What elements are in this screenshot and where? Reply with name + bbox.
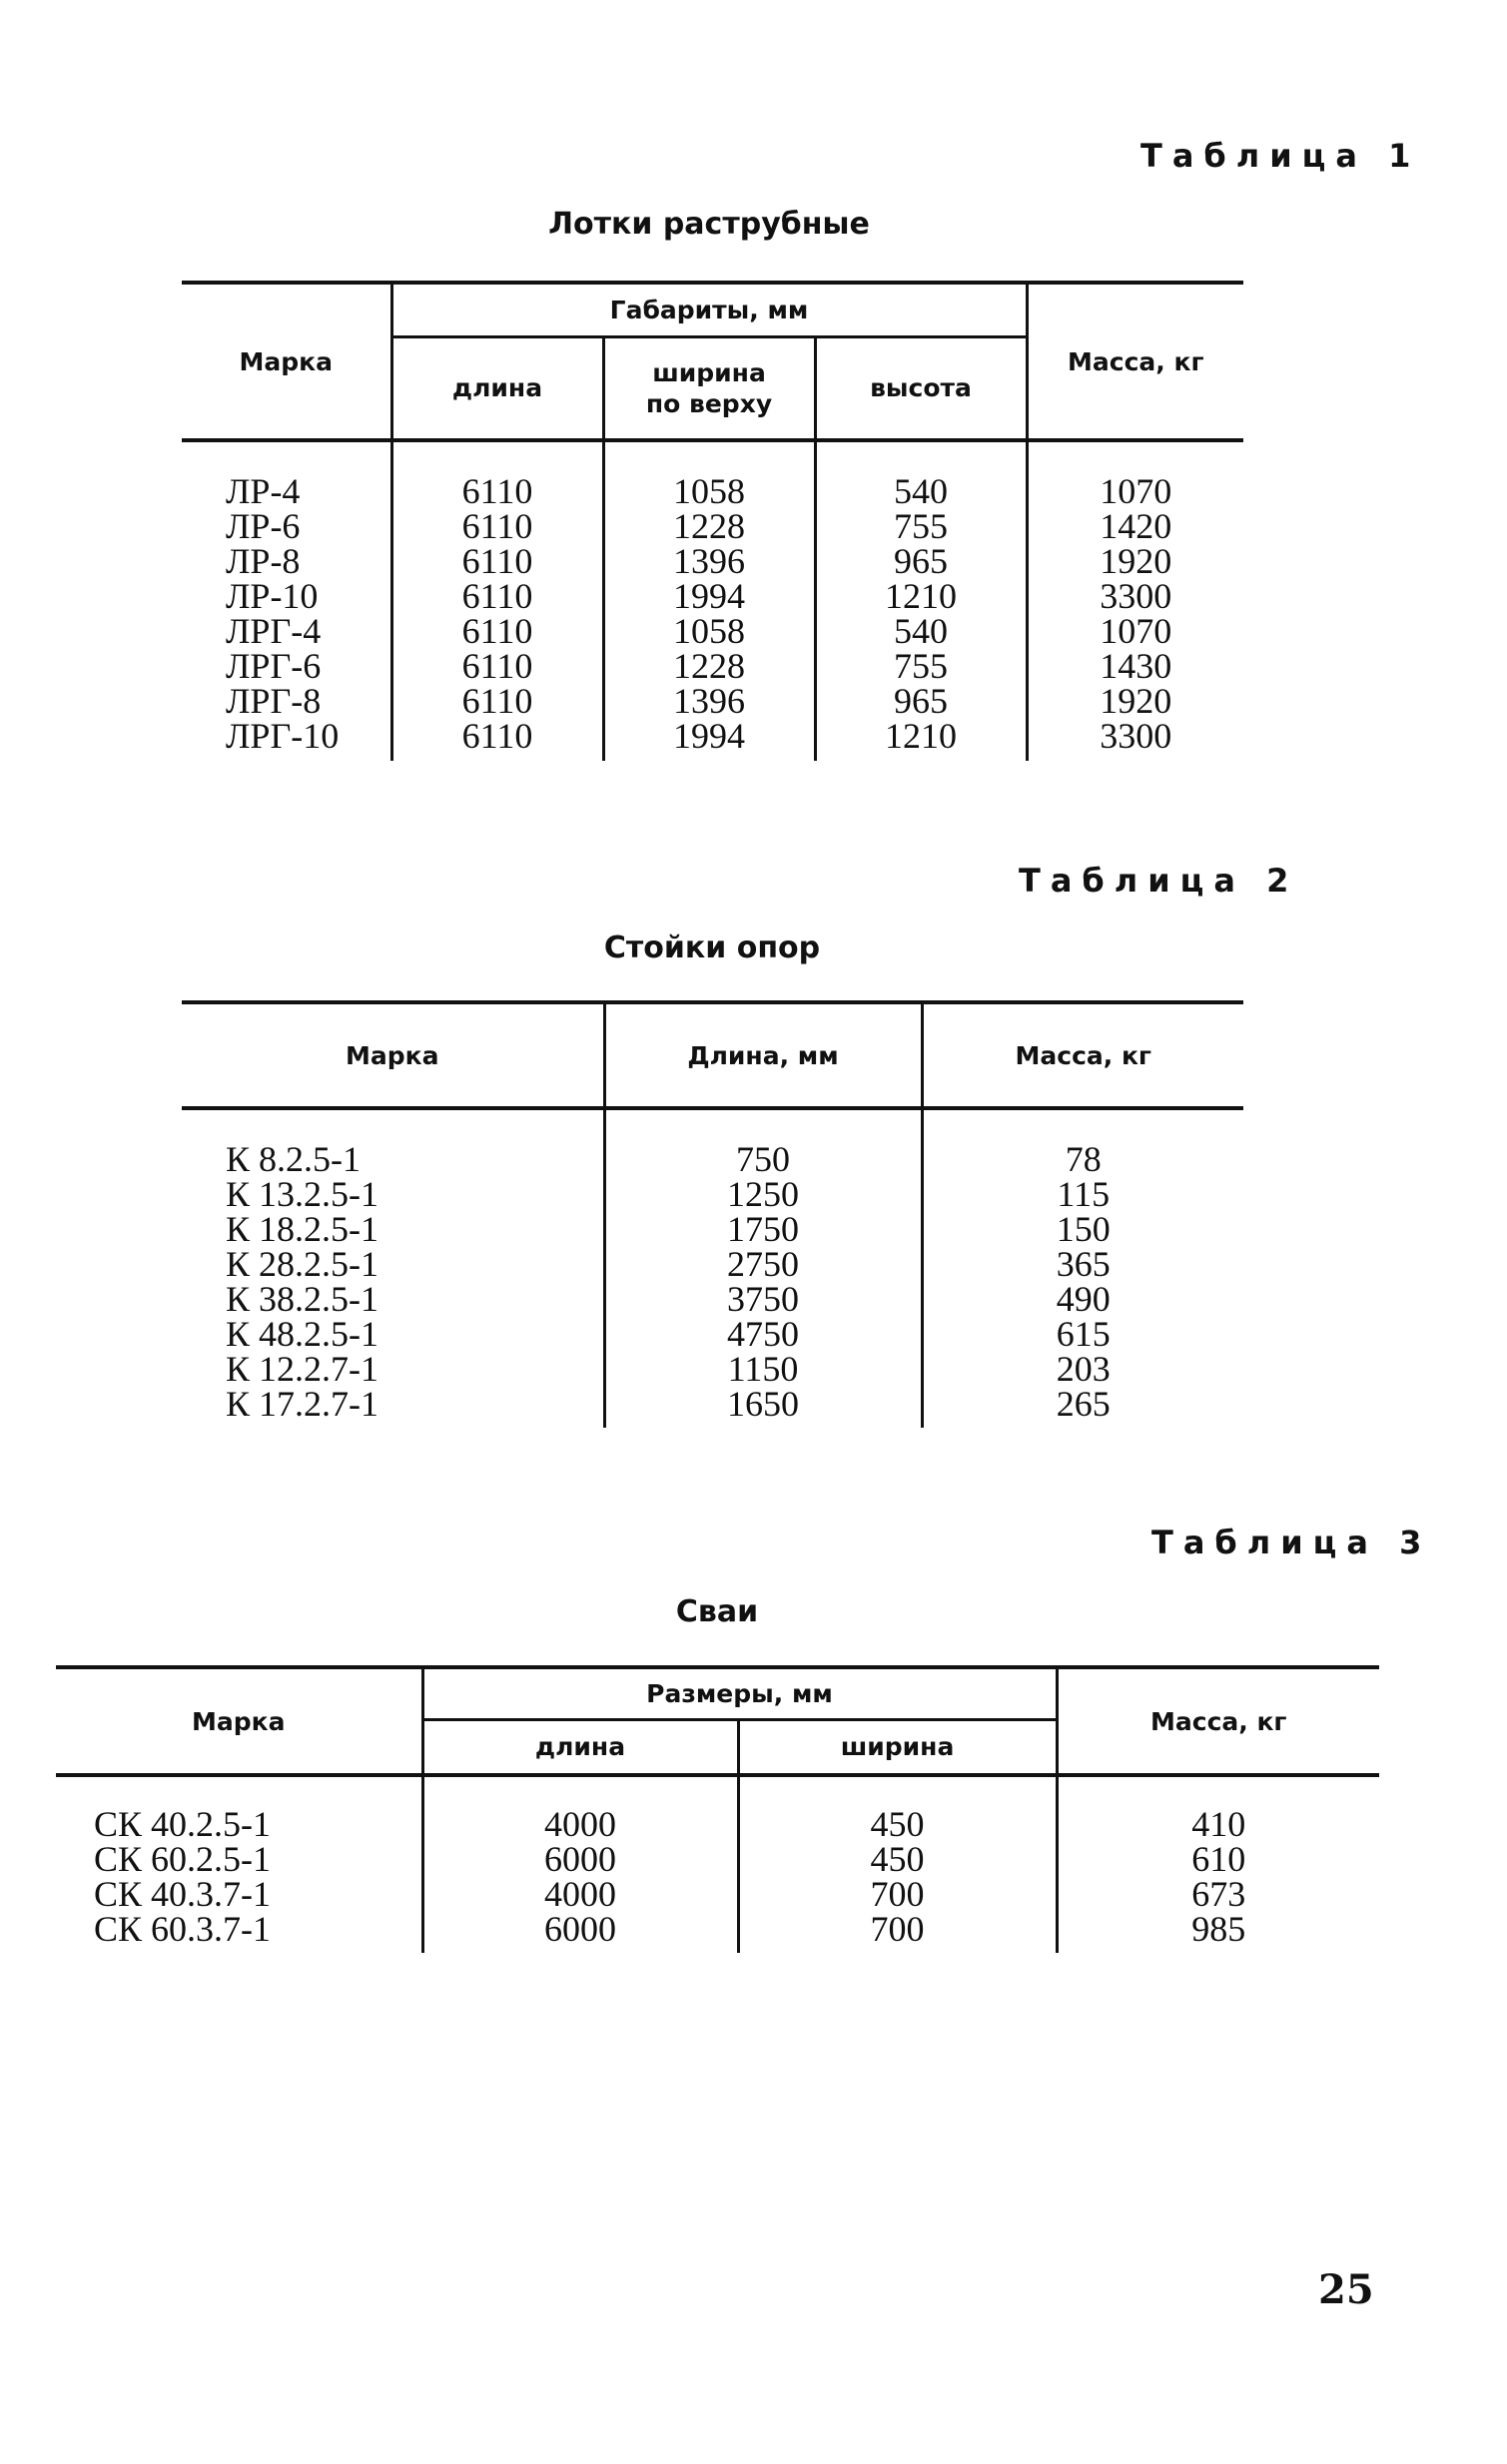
table-3-number: Таблица 3 bbox=[1151, 1524, 1432, 1561]
table-cell: 115 bbox=[1057, 1174, 1111, 1214]
table-cell: ЛР-10 bbox=[226, 576, 319, 616]
table-3-header-mass: Масса, кг bbox=[1057, 1667, 1379, 1775]
table-3-title: Сваи bbox=[675, 1594, 759, 1629]
table-cell: ЛР-8 bbox=[226, 541, 301, 581]
table-cell: 673 bbox=[1191, 1874, 1246, 1914]
table-2-length-column bbox=[606, 1139, 921, 1424]
table-cell: ЛР-6 bbox=[226, 506, 301, 546]
table-cell: СК 60.2.5-1 bbox=[94, 1839, 272, 1879]
table-2-number: Таблица 2 bbox=[1019, 862, 1299, 900]
table-1-mass-column bbox=[1029, 471, 1244, 756]
table-cell: 4000 bbox=[544, 1804, 616, 1844]
table-cell: 1070 bbox=[1100, 471, 1172, 511]
table-cell: 750 bbox=[736, 1139, 790, 1179]
table-cell: К 13.2.5-1 bbox=[226, 1174, 378, 1214]
table-cell: 1994 bbox=[673, 716, 745, 756]
table-1-width-column bbox=[605, 471, 814, 756]
table-3-mark-column bbox=[56, 1804, 421, 1949]
table-1-header-mark: Марка bbox=[182, 283, 391, 440]
table-cell: 1058 bbox=[673, 611, 745, 651]
table-2-mark-column bbox=[182, 1139, 603, 1424]
table-cell: 4000 bbox=[544, 1874, 616, 1914]
table-1-header-mass: Масса, кг bbox=[1027, 283, 1243, 440]
table-cell: 365 bbox=[1056, 1244, 1111, 1284]
table-3-width-column bbox=[740, 1804, 1056, 1949]
table-cell: 700 bbox=[870, 1909, 925, 1949]
table-cell: 965 bbox=[894, 541, 948, 581]
table-cell: К 17.2.7-1 bbox=[226, 1384, 378, 1424]
table-cell: 1058 bbox=[673, 471, 745, 511]
table-cell: ЛРГ-10 bbox=[226, 716, 340, 756]
table-cell: 6110 bbox=[461, 611, 533, 651]
table-cell: 1396 bbox=[673, 681, 745, 721]
table-cell: 6110 bbox=[461, 471, 533, 511]
table-cell: К 48.2.5-1 bbox=[226, 1314, 378, 1354]
table-2-header-mark: Марка bbox=[182, 1002, 604, 1108]
table-cell: К 28.2.5-1 bbox=[226, 1244, 378, 1284]
table-cell: СК 40.2.5-1 bbox=[94, 1804, 272, 1844]
table-1-header-length: длина bbox=[391, 336, 603, 440]
table-cell: 965 bbox=[894, 681, 948, 721]
table-1-header-height: высота bbox=[815, 336, 1027, 440]
table-2-header-length: Длина, мм bbox=[604, 1002, 922, 1108]
table-1-height-column bbox=[817, 471, 1026, 756]
table-1-mark-column bbox=[182, 471, 390, 756]
table-cell: 755 bbox=[894, 506, 948, 546]
table-3 bbox=[56, 1665, 1379, 1953]
table-2 bbox=[182, 1000, 1243, 1428]
table-cell: 1920 bbox=[1100, 541, 1172, 581]
table-cell: 985 bbox=[1191, 1909, 1246, 1949]
table-cell: ЛРГ-8 bbox=[226, 681, 322, 721]
table-cell: 265 bbox=[1056, 1384, 1111, 1424]
table-cell: 700 bbox=[870, 1874, 925, 1914]
table-2-header-mass: Масса, кг bbox=[922, 1002, 1243, 1108]
table-cell: К 12.2.7-1 bbox=[226, 1349, 378, 1389]
table-cell: 1396 bbox=[673, 541, 745, 581]
table-cell: 1210 bbox=[885, 716, 957, 756]
table-cell: ЛРГ-4 bbox=[226, 611, 322, 651]
table-cell: 1250 bbox=[727, 1174, 799, 1214]
table-1 bbox=[182, 281, 1243, 761]
table-3-header-width: ширина bbox=[738, 1719, 1057, 1775]
table-cell: 1228 bbox=[673, 506, 745, 546]
table-cell: К 38.2.5-1 bbox=[226, 1279, 378, 1319]
table-cell: 1920 bbox=[1100, 681, 1172, 721]
table-cell: 6110 bbox=[461, 576, 533, 616]
table-cell: ЛРГ-6 bbox=[226, 646, 322, 686]
table-cell: 3300 bbox=[1100, 716, 1172, 756]
table-cell: 1070 bbox=[1100, 611, 1172, 651]
table-cell: 6110 bbox=[461, 681, 533, 721]
table-cell: 410 bbox=[1191, 1804, 1246, 1844]
table-cell: 1228 bbox=[673, 646, 745, 686]
page-number: 25 bbox=[1318, 2266, 1374, 2313]
table-3-header-dimensions: Размеры, мм bbox=[422, 1667, 1057, 1719]
table-3-header-mark: Марка bbox=[56, 1667, 422, 1775]
table-cell: 6110 bbox=[461, 716, 533, 756]
table-cell: 6110 bbox=[461, 541, 533, 581]
table-cell: СК 40.3.7-1 bbox=[94, 1874, 272, 1914]
table-cell: 4750 bbox=[727, 1314, 799, 1354]
table-cell: СК 60.3.7-1 bbox=[94, 1909, 272, 1949]
table-1-length-column bbox=[393, 471, 602, 756]
table-cell: К 18.2.5-1 bbox=[226, 1209, 378, 1249]
table-cell: 1210 bbox=[885, 576, 957, 616]
table-cell: 755 bbox=[894, 646, 948, 686]
table-3-header-length: длина bbox=[422, 1719, 738, 1775]
table-cell: 6000 bbox=[544, 1839, 616, 1879]
table-cell: 490 bbox=[1056, 1279, 1111, 1319]
table-cell: 2750 bbox=[727, 1244, 799, 1284]
table-cell: 6000 bbox=[544, 1909, 616, 1949]
table-cell: 615 bbox=[1056, 1314, 1111, 1354]
table-cell: 3300 bbox=[1100, 576, 1172, 616]
table-cell: 610 bbox=[1191, 1839, 1246, 1879]
table-cell: 450 bbox=[870, 1804, 925, 1844]
table-cell: 540 bbox=[894, 611, 948, 651]
table-cell: 1750 bbox=[727, 1209, 799, 1249]
table-cell: 78 bbox=[1065, 1139, 1102, 1179]
table-2-title: Стойки опор bbox=[603, 930, 821, 965]
table-3-mass-column bbox=[1059, 1804, 1380, 1949]
table-cell: 150 bbox=[1056, 1209, 1111, 1249]
table-cell: 1420 bbox=[1100, 506, 1172, 546]
table-cell: К 8.2.5-1 bbox=[226, 1139, 361, 1179]
table-cell: 1150 bbox=[727, 1349, 799, 1389]
table-cell: 1994 bbox=[673, 576, 745, 616]
table-cell: 1430 bbox=[1100, 646, 1172, 686]
table-cell: 6110 bbox=[461, 646, 533, 686]
table-cell: 203 bbox=[1056, 1349, 1111, 1389]
table-cell: 450 bbox=[870, 1839, 925, 1879]
table-1-header-width: ширина по верху bbox=[603, 336, 815, 440]
table-1-number: Таблица 1 bbox=[1140, 137, 1421, 175]
table-cell: 3750 bbox=[727, 1279, 799, 1319]
table-3-length-column bbox=[424, 1804, 737, 1949]
table-cell: 540 bbox=[894, 471, 948, 511]
table-cell: ЛР-4 bbox=[226, 471, 301, 511]
table-1-title: Лотки раструбные bbox=[548, 207, 870, 242]
table-1-header-dimensions: Габариты, мм bbox=[391, 283, 1027, 336]
table-2-mass-column bbox=[924, 1139, 1244, 1424]
table-cell: 1650 bbox=[727, 1384, 799, 1424]
table-cell: 6110 bbox=[461, 506, 533, 546]
